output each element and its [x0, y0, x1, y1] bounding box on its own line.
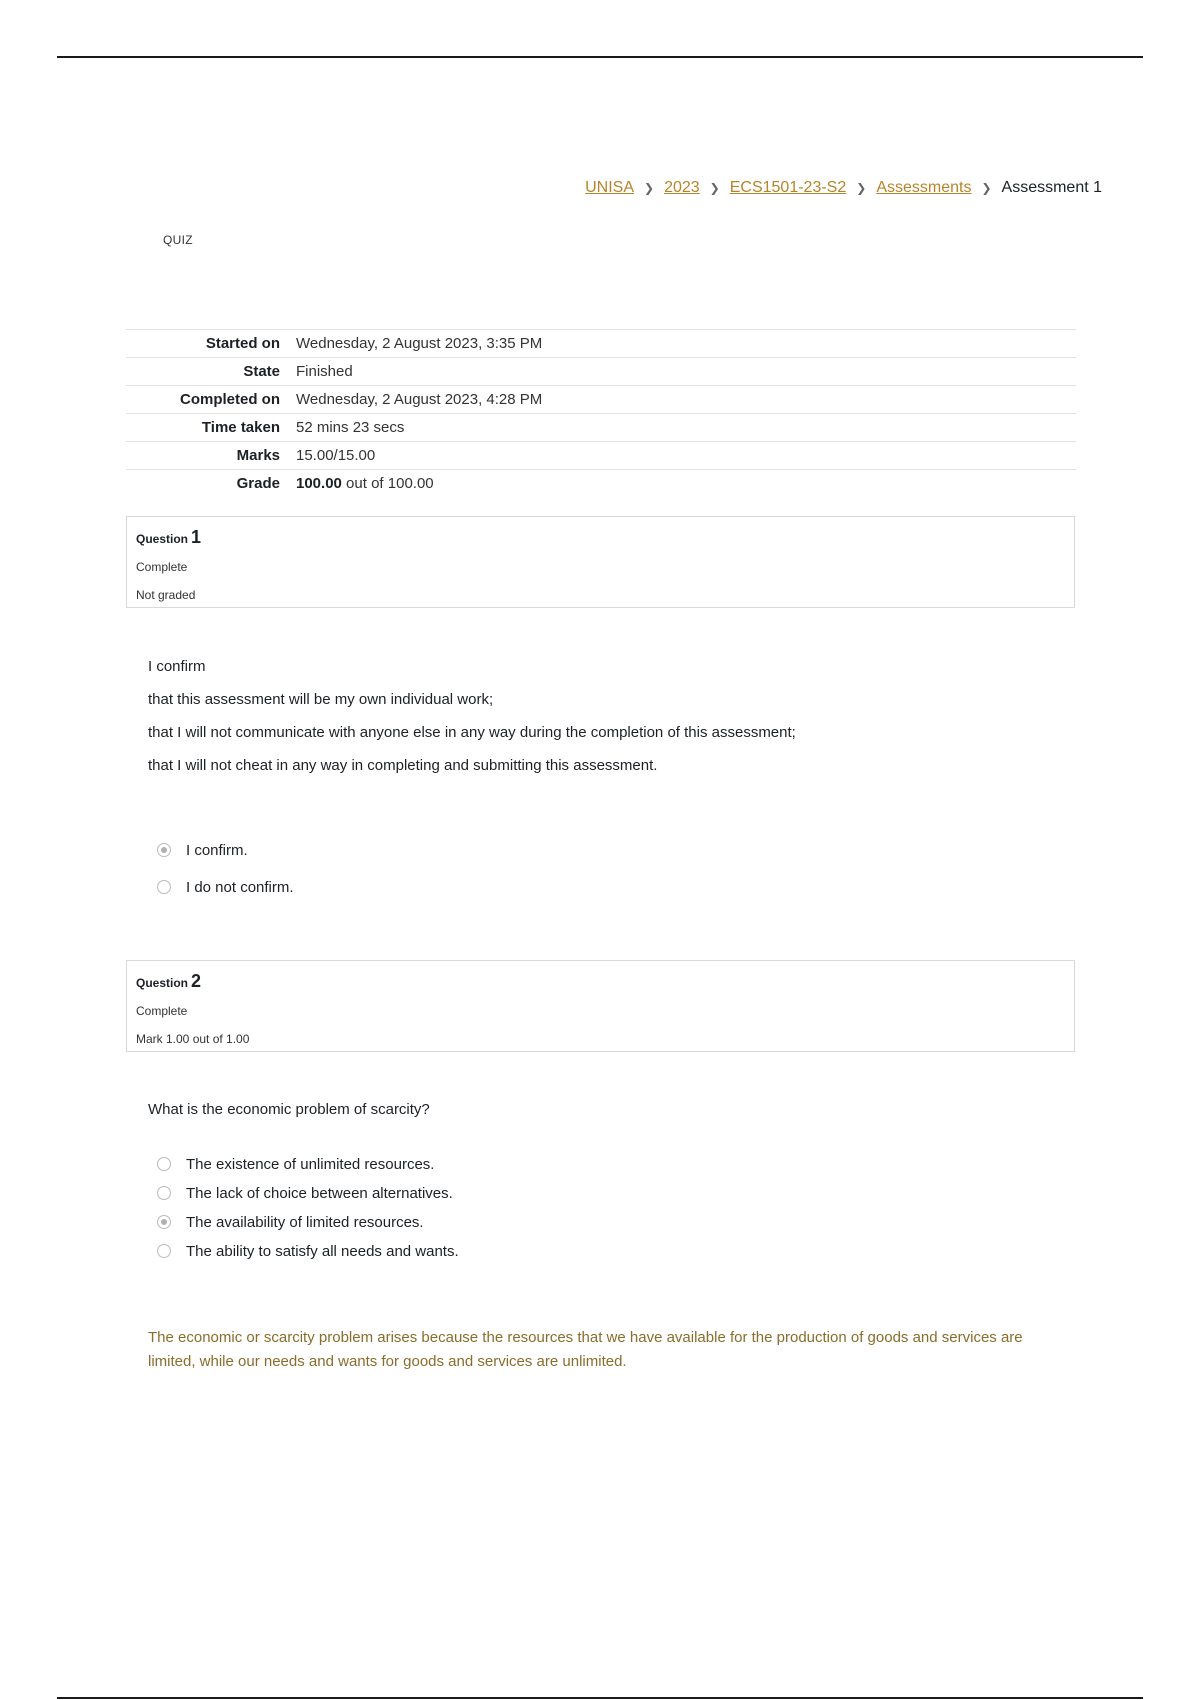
radio-unselected[interactable]: [157, 1157, 171, 1171]
question-2-status: Complete: [136, 1004, 188, 1018]
completed-on-value: Wednesday, 2 August 2023, 4:28 PM: [296, 391, 543, 408]
completed-on-label: Completed on: [180, 391, 280, 408]
question-1-text-line: I confirm: [148, 658, 206, 675]
chevron-right-icon: ❯: [856, 181, 867, 195]
radio-unselected[interactable]: [157, 1244, 171, 1258]
chevron-right-icon: ❯: [981, 181, 992, 195]
grade-score: 100.00: [296, 475, 342, 492]
chevron-right-icon: ❯: [709, 181, 720, 195]
summary-row-grade: [126, 470, 1076, 498]
radio-unselected[interactable]: [157, 1186, 171, 1200]
radio-selected[interactable]: [157, 1215, 171, 1229]
question-2-text: [148, 1101, 430, 1118]
question-2-info: [126, 960, 1075, 1052]
option-label: The existence of unlimited resources.: [186, 1155, 435, 1173]
breadcrumb-current: Assessment 1: [1001, 179, 1102, 196]
marks-label: Marks: [236, 447, 280, 464]
breadcrumb-link-unisa[interactable]: UNISA: [585, 179, 635, 196]
option-satisfy-all-needs[interactable]: [157, 1241, 459, 1261]
bottom-rule: [57, 1697, 1143, 1699]
question-2-heading: [136, 971, 1065, 992]
grade-value: [296, 470, 1076, 498]
option-label: The ability to satisfy all needs and wants.: [186, 1242, 459, 1260]
time-taken-value: 52 mins 23 secs: [296, 419, 405, 436]
breadcrumb-link-year[interactable]: 2023: [664, 179, 700, 196]
question-number: 2: [191, 971, 202, 991]
option-i-confirm[interactable]: [157, 840, 294, 860]
breadcrumb-link-course[interactable]: ECS1501-23-S2: [729, 179, 847, 196]
question-label: Question: [136, 532, 189, 546]
summary-row-marks: [126, 442, 1076, 470]
option-unlimited-resources[interactable]: [157, 1154, 459, 1174]
question-1-text-line: that this assessment will be my own individual work;: [148, 691, 494, 708]
chevron-right-icon: ❯: [644, 181, 655, 195]
time-taken-label: Time taken: [201, 419, 280, 436]
question-1-text-line: that I will not cheat in any way in completing and submitting this assessment.: [148, 757, 658, 774]
question-2-prompt: What is the economic problem of scarcity?: [148, 1101, 430, 1118]
question-1-text: [148, 650, 796, 782]
option-limited-resources[interactable]: [157, 1212, 459, 1232]
started-on-label: Started on: [205, 335, 280, 352]
summary-row-completed: [126, 386, 1076, 414]
breadcrumb-link-assessments[interactable]: Assessments: [876, 179, 972, 196]
question-2-options: [157, 1154, 459, 1261]
grade-out-of: out of 100.00: [341, 475, 434, 492]
summary-row-started: [126, 330, 1076, 358]
question-1-status: Complete: [136, 560, 188, 574]
summary-row-state: [126, 358, 1076, 386]
option-label: I confirm.: [186, 841, 248, 859]
question-1-info: [126, 516, 1075, 608]
marks-value: 15.00/15.00: [296, 447, 376, 464]
option-label: The lack of choice between alternatives.: [186, 1184, 453, 1202]
option-label: I do not confirm.: [186, 878, 294, 896]
radio-unselected[interactable]: [157, 880, 171, 894]
started-on-value: Wednesday, 2 August 2023, 3:35 PM: [296, 335, 543, 352]
question-2-mark: Mark 1.00 out of 1.00: [136, 1032, 250, 1046]
breadcrumb: [585, 179, 1102, 197]
question-1-mark: Not graded: [136, 588, 196, 602]
radio-selected[interactable]: [157, 843, 171, 857]
option-i-do-not-confirm[interactable]: [157, 877, 294, 897]
state-value: Finished: [296, 363, 353, 380]
option-lack-of-choice[interactable]: [157, 1183, 459, 1203]
question-1-text-line: that I will not communicate with anyone else in any way during the completion of this assessment;: [148, 724, 796, 741]
question-number: 1: [191, 527, 202, 547]
question-2-feedback: The economic or scarcity problem arises because the resources that we have available for the production of goods and services are limited, while our needs and wants for goods and services are unlimited.: [148, 1329, 1023, 1370]
grade-label: Grade: [236, 475, 280, 492]
question-label: Question: [136, 976, 189, 990]
top-rule: [57, 56, 1143, 58]
summary-row-time: [126, 414, 1076, 442]
quiz-label: QUIZ: [163, 233, 193, 247]
question-1-options: [157, 840, 294, 897]
state-label: State: [243, 363, 280, 380]
option-label: The availability of limited resources.: [186, 1213, 424, 1231]
attempt-summary-table: [126, 329, 1076, 497]
question-1-heading: [136, 527, 1065, 548]
